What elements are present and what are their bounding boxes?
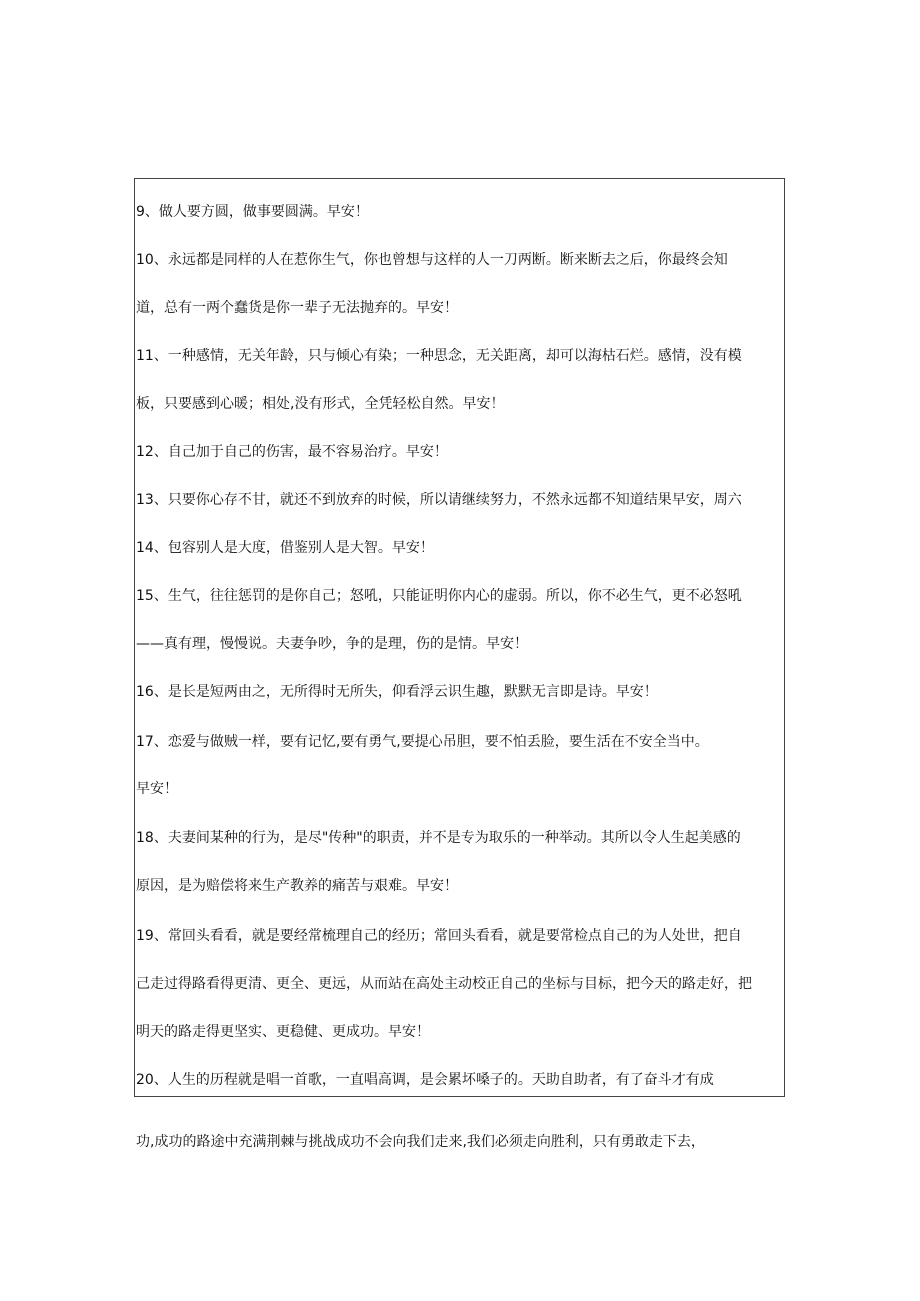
footer-line: 功,成功的路途中充满荆棘与挑战成功不会向我们走来,我们必须走向胜利，只有勇敢走下去， [136, 1134, 705, 1150]
line-13: 早安！ [136, 781, 178, 797]
line-1: 9、做人要方圆，做事要圆满。早安！ [136, 204, 369, 220]
line-12: 17、恋爱与做贼一样，要有记忆,要有勇气,要提心吊胆，要不怕丢脸，要生活在不安全当中。 [136, 734, 709, 750]
line-4: 11、一种感情，无关年龄，只与倾心有染；一种思念，无关距离，却可以海枯石烂。感情，没有模 [136, 348, 742, 364]
line-7: 13、只要你心存不甘，就还不到放弃的时候，所以请继续努力，不然永远都不知道结果早安，周六 [136, 492, 742, 508]
line-15: 原因，是为赔偿将来生产教养的痛苦与艰难。早安！ [136, 878, 458, 894]
line-3: 道，总有一两个蠢货是你一辈子无法抛弃的。早安！ [136, 300, 458, 316]
line-10: ——真有理，慢慢说。夫妻争吵，争的是理，伤的是情。早安！ [136, 636, 528, 652]
line-16: 19、常回头看看，就是要经常梳理自己的经历；常回头看看，就是要常检点自己的为人处世，把自 [136, 928, 742, 944]
line-14: 18、夫妻间某种的行为，是尽"传种"的职责，并不是专为取乐的一种举动。其所以令人生起美感的 [136, 830, 741, 846]
line-18: 明天的路走得更坚实、更稳健、更成功。早安！ [136, 1024, 430, 1040]
line-17: 己走过得路看得更清、更全、更远，从而站在高处主动校正自己的坐标与目标，把今天的路走好，把 [136, 976, 752, 992]
line-9: 15、生气，往往惩罚的是你自己；怒吼，只能证明你内心的虚弱。所以，你不必生气，更不必怒吼 [136, 588, 742, 604]
line-5: 板，只要感到心暖；相处,没有形式，全凭轻松自然。早安！ [136, 396, 505, 412]
line-11: 16、是长是短两由之，无所得时无所失，仰看浮云识生趣，默默无言即是诗。早安！ [136, 684, 658, 700]
line-19: 20、人生的历程就是唱一首歌，一直唱高调，是会累坏嗓子的。天助自助者，有了奋斗才有成 [136, 1072, 714, 1088]
line-8: 14、包容别人是大度，借鉴别人是大智。早安！ [136, 540, 434, 556]
line-6: 12、自己加于自己的伤害，最不容易治疗。早安！ [136, 444, 448, 460]
line-2: 10、永远都是同样的人在惹你生气，你也曾想与这样的人一刀两断。断来断去之后，你最终会知 [136, 252, 728, 268]
